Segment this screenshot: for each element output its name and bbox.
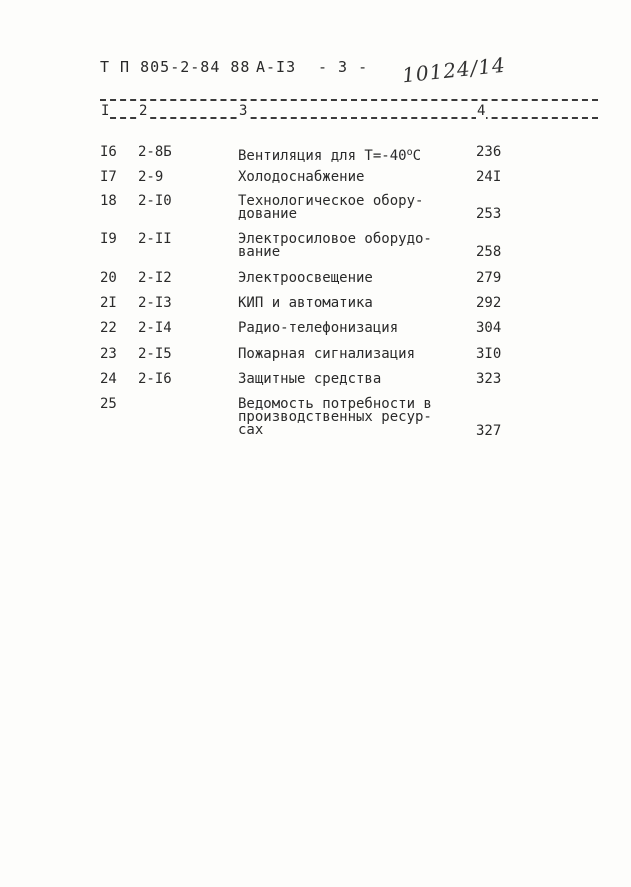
row-page: 236 <box>476 144 502 160</box>
row-number: 18 <box>100 193 117 209</box>
row-number: 23 <box>100 346 117 362</box>
row-code: 2-I4 <box>138 320 172 336</box>
column-number-2: 2 <box>139 103 148 119</box>
row-number: I7 <box>100 169 117 185</box>
row-number: I9 <box>100 231 117 247</box>
row-title: Вентиляция для $Т=-40^оС$ <box>238 147 422 164</box>
row-code: 2-I3 <box>138 295 172 311</box>
row-page: 253 <box>476 206 502 222</box>
column-number-4: 4 <box>477 103 486 119</box>
row-code: 2-I5 <box>138 346 172 362</box>
row-title: Холодоснабжение <box>238 169 365 185</box>
row-title: Технологическое обору- дование <box>238 193 424 222</box>
row-code: 2-II <box>138 231 172 247</box>
row-title: Пожарная сигнализация <box>238 346 416 362</box>
row-number: 22 <box>100 320 117 336</box>
dashed-separator-bottom <box>100 117 598 119</box>
document-code: Т П 805-2-84 88 <box>100 58 251 76</box>
handwritten-number: 10124/14 <box>401 52 507 88</box>
row-number: 24 <box>100 371 117 387</box>
row-page: 258 <box>476 244 502 260</box>
sheet-number: А-I3 <box>256 58 297 76</box>
row-page: 327 <box>476 423 502 439</box>
row-code: 2-I6 <box>138 371 172 387</box>
row-code: 2-I0 <box>138 193 172 209</box>
row-number: I6 <box>100 144 117 160</box>
row-page: 24I <box>476 169 502 185</box>
row-page: 292 <box>476 295 502 311</box>
row-page: 279 <box>476 270 502 286</box>
row-title: Радио-телефонизация <box>238 320 399 336</box>
page-number: - 3 - <box>318 58 369 76</box>
row-page: 3I0 <box>476 346 502 362</box>
row-title: Электросиловое оборудо- вание <box>238 231 432 260</box>
dashed-separator-top <box>100 99 598 101</box>
row-code: 2-8Б <box>138 144 172 160</box>
row-number: 25 <box>100 396 117 412</box>
column-number-3: 3 <box>239 103 248 119</box>
row-page: 323 <box>476 371 502 387</box>
row-number: 2I <box>100 295 117 311</box>
row-code: 2-9 <box>138 169 164 185</box>
row-page: 304 <box>476 320 502 336</box>
row-number: 20 <box>100 270 117 286</box>
row-title: Ведомость потребности в производственных ресур- сах <box>238 396 432 438</box>
row-title: Защитные средства <box>238 371 382 387</box>
row-title: Электроосвещение <box>238 270 373 286</box>
column-number-1: I <box>101 103 110 119</box>
row-title: КИП и автоматика <box>238 295 373 311</box>
row-code: 2-I2 <box>138 270 172 286</box>
